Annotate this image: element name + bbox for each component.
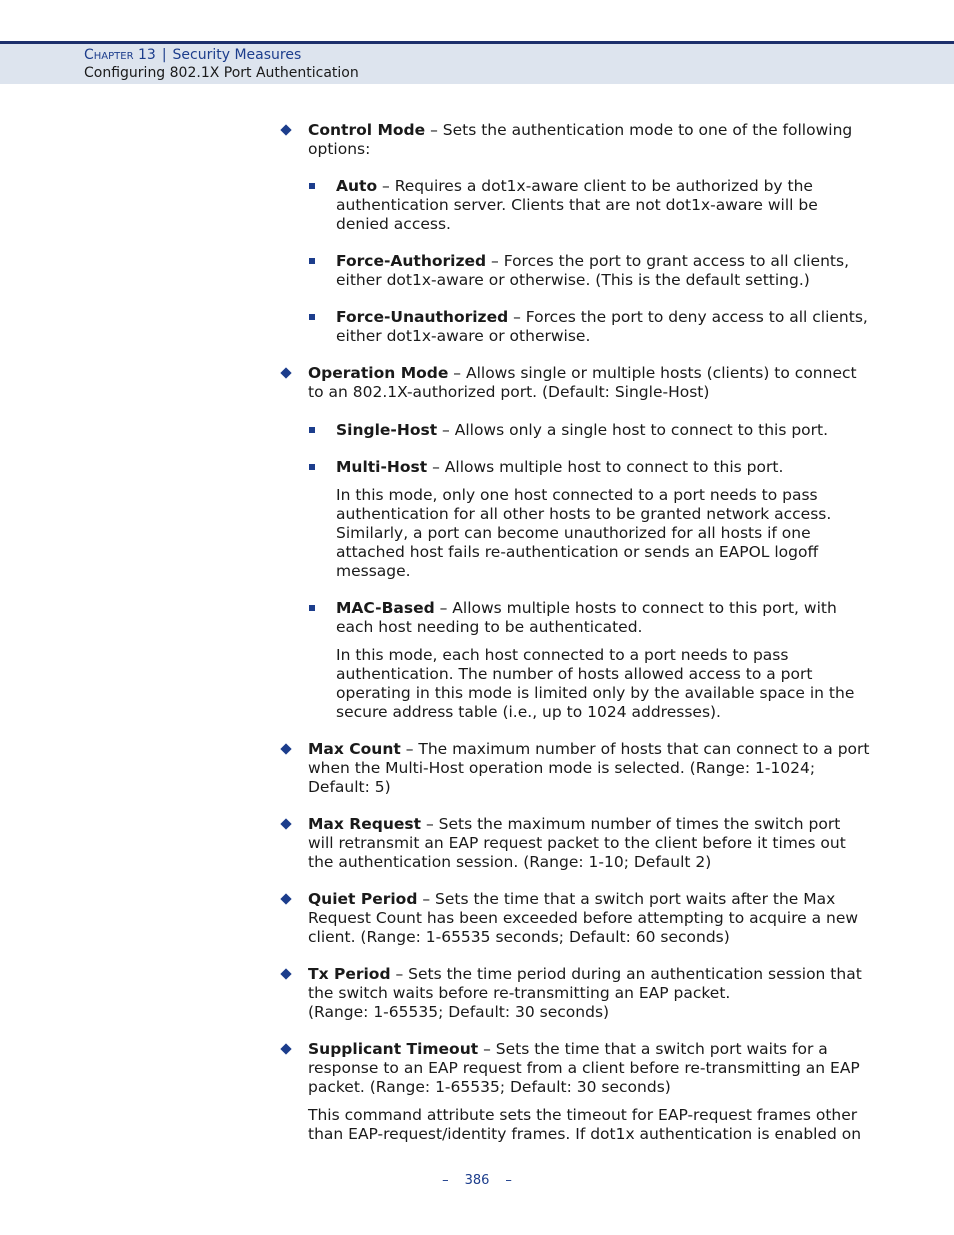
term-description: – Allows single or multiple hosts (clients) to connect to an 802.1X-authorized port. (Default: Single-Host) xyxy=(308,364,857,401)
square-bullet-icon xyxy=(309,258,315,264)
footer-dash: – xyxy=(505,1173,512,1188)
term-description: – Forces the port to deny access to all clients, either dot1x-aware or otherwise. xyxy=(336,308,868,345)
diamond-bullet-icon xyxy=(280,124,291,135)
square-bullet-icon xyxy=(309,464,315,470)
subbullet-auto xyxy=(280,177,870,234)
square-bullet-icon xyxy=(309,427,315,433)
section-title: Security Measures xyxy=(172,47,302,63)
term-label: Auto xyxy=(336,177,378,195)
term-label: Max Count xyxy=(308,740,401,758)
page-number: 386 xyxy=(464,1173,490,1188)
square-bullet-icon xyxy=(309,183,315,189)
term-description: – Sets the time that a switch port waits for a response to an EAP request from a client before re-transmitting an EAP packet. (Range: 1-65535; Default: 30 seconds) xyxy=(308,1040,860,1096)
subbullet-multi-host xyxy=(280,458,870,477)
subbullet-force-unauthorized xyxy=(280,308,870,346)
header-separator: | xyxy=(161,47,167,63)
chapter-label: Chapter 13 xyxy=(84,47,156,63)
bullet-quiet-period xyxy=(280,890,870,947)
bullet-control-mode xyxy=(280,121,870,159)
diamond-bullet-icon xyxy=(280,968,291,979)
square-bullet-icon xyxy=(309,605,315,611)
subbullet-mac-based xyxy=(280,599,870,637)
term-label: Force-Unauthorized xyxy=(336,308,509,326)
term-description: – Requires a dot1x-aware client to be authorized by the authentication server. Clients that are not dot1x-aware will be denied access. xyxy=(336,177,818,233)
term-label: Supplicant Timeout xyxy=(308,1040,479,1058)
term-description: – The maximum number of hosts that can connect to a port when the Multi-Host operation mode is selected. (Range: 1-1024; Default: 5) xyxy=(308,740,870,796)
diamond-bullet-icon xyxy=(280,893,291,904)
footer-dash: – xyxy=(442,1173,449,1188)
bullet-operation-mode xyxy=(280,364,870,402)
term-description: – Forces the port to grant access to all clients, either dot1x-aware or otherwise. (This is the default setting.) xyxy=(336,252,849,289)
term-description: – Sets the authentication mode to one of the following options: xyxy=(308,121,853,158)
chapter-line xyxy=(84,47,301,63)
term-label: Control Mode xyxy=(308,121,426,139)
term-description: – Sets the time period during an authentication session that the switch waits before re-transmitting an EAP packet. xyxy=(308,965,862,1002)
term-label: Force-Authorized xyxy=(336,252,487,270)
term-description: – Sets the maximum number of times the switch port will retransmit an EAP request packet to the client before it times out the authentication session. (Range: 1-10; Default 2) xyxy=(308,815,846,871)
diamond-bullet-icon xyxy=(280,367,291,378)
page-footer xyxy=(0,1173,954,1188)
term-label: Max Request xyxy=(308,815,422,833)
header-subtitle: Configuring 802.1X Port Authentication xyxy=(84,65,359,81)
term-label: Multi-Host xyxy=(336,458,428,476)
bullet-max-count xyxy=(280,740,870,797)
term-label: MAC-Based xyxy=(336,599,435,617)
page-content xyxy=(280,121,870,1144)
term-description: – Allows only a single host to connect to this port. xyxy=(437,421,829,439)
supplicant-timeout-detail: This command attribute sets the timeout for EAP-request frames other than EAP-request/identity frames. If dot1x authentication is enabled on xyxy=(308,1106,862,1143)
subbullet-single-host xyxy=(280,421,870,440)
term-description: – Sets the time that a switch port waits after the Max Request Count has been exceeded before attempting to acquire a new client. (Range: 1-65535 seconds; Default: 60 seconds) xyxy=(308,890,859,946)
bullet-max-request xyxy=(280,815,870,872)
page-header xyxy=(0,41,954,84)
term-label: Single-Host xyxy=(336,421,438,439)
diamond-bullet-icon xyxy=(280,743,291,754)
square-bullet-icon xyxy=(309,314,315,320)
bullet-supplicant-timeout xyxy=(280,1040,870,1097)
mac-based-detail: In this mode, each host connected to a port needs to pass authentication. The number of hosts allowed access to a port operating in this mode is limited only by the available space in the secure address table (i.e., up to 1024 addresses). xyxy=(336,646,855,721)
term-label: Operation Mode xyxy=(308,364,449,382)
term-description: – Allows multiple hosts to connect to this port, with each host needing to be authenticated. xyxy=(336,599,837,636)
diamond-bullet-icon xyxy=(280,818,291,829)
subbullet-force-authorized xyxy=(280,252,870,290)
bullet-tx-period xyxy=(280,965,870,1022)
term-description: – Allows multiple host to connect to this port. xyxy=(427,458,784,476)
diamond-bullet-icon xyxy=(280,1043,291,1054)
term-label: Tx Period xyxy=(308,965,391,983)
multi-host-detail: In this mode, only one host connected to a port needs to pass authentication for all other hosts to be granted network access. Similarly, a port can become unauthorized for all hosts if one attached host fails re-authentication or sends an EAPOL logoff message. xyxy=(336,486,832,580)
term-range: (Range: 1-65535; Default: 30 seconds) xyxy=(308,1003,610,1021)
term-label: Quiet Period xyxy=(308,890,418,908)
